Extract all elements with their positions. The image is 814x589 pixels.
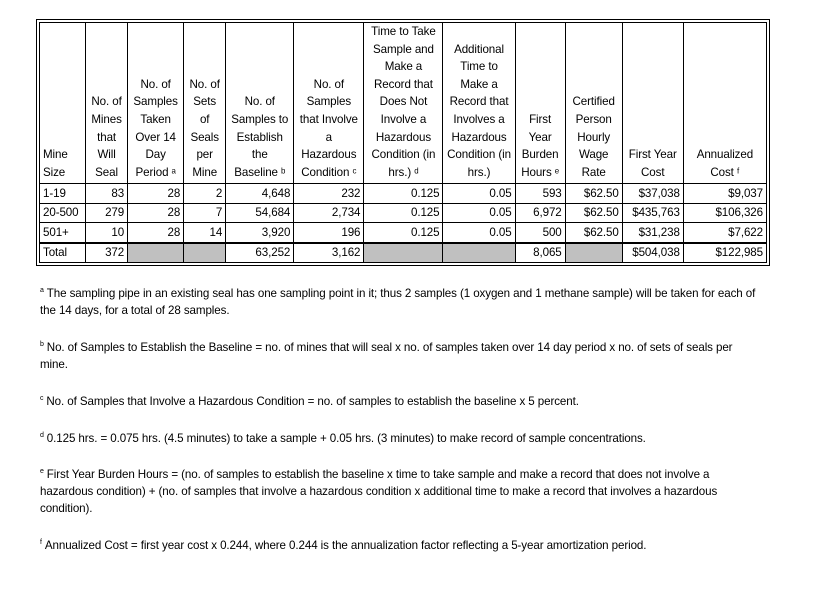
- footnote-text: Annualized Cost = first year cost x 0.244, where 0.244 is the annualization factor reflecting a 5-year amortization period.: [44, 539, 647, 553]
- table-cell: 6,972: [515, 203, 565, 222]
- table-cell: $37,038: [622, 184, 683, 203]
- footnote-c: [40, 390, 760, 410]
- col-header-mines-that-will-seal: No. of Mines that Will Seal: [86, 23, 128, 184]
- total-cell: $122,985: [683, 243, 766, 263]
- footnote-f: [40, 534, 760, 554]
- table-cell: 83: [86, 184, 128, 203]
- footnote-mark: a: [40, 287, 44, 294]
- footnote-b: [40, 336, 760, 373]
- table-cell: 54,684: [226, 203, 294, 222]
- table-row: [40, 203, 767, 222]
- total-cell: 8,065: [515, 243, 565, 263]
- total-cell-empty: [364, 243, 443, 263]
- footnote-mark: b: [40, 340, 44, 348]
- footnote-text: No. of Samples to Establish the Baseline = no. of mines that will seal x no. of samples taken over 14 day period x no. of sets of seals per mine.: [40, 340, 733, 371]
- table-cell: 28: [128, 184, 184, 203]
- footnote-text: No. of Samples that Involve a Hazardous Condition = no. of samples to establish the baseline x 5 percent.: [46, 394, 579, 408]
- footnote-text: First Year Burden Hours = (no. of samples to establish the baseline x time to take sample and make a record that does not involve a hazardous condition) + (no. of samples that involve a hazardous condition x additional time to make a record that involves a hazardous condition).: [40, 468, 718, 516]
- total-cell: 63,252: [226, 243, 294, 263]
- table-cell: 0.125: [364, 223, 443, 243]
- table-cell: $31,238: [622, 223, 683, 243]
- table-cell: $7,622: [683, 223, 766, 243]
- col-header-sets-of-seals: No. of Sets of Seals per Mine: [184, 23, 226, 184]
- col-header-mine-size: Mine Size: [40, 23, 86, 184]
- burden-cost-table: [39, 22, 767, 263]
- footnote-text: The sampling pipe in an existing seal has one sampling point in it; thus 2 samples (1 oxygen and 1 methane sample) will be taken for each of the 14 days, for a total of 28 samples.: [40, 286, 756, 317]
- footnote-mark: e: [40, 468, 44, 476]
- header-row: [40, 23, 767, 184]
- table-cell: $435,763: [622, 203, 683, 222]
- table-cell: 196: [294, 223, 364, 243]
- table-row: [40, 223, 767, 243]
- footnote-text: 0.125 hrs. = 0.075 hrs. (4.5 minutes) to take a sample + 0.05 hrs. (3 minutes) to make record of sample concentrations.: [46, 431, 646, 445]
- total-cell: 372: [86, 243, 128, 263]
- total-row: [40, 243, 767, 263]
- table-cell: 500: [515, 223, 565, 243]
- table-cell: 4,648: [226, 184, 294, 203]
- footnote-mark: d: [40, 431, 44, 439]
- table-cell: $62.50: [565, 203, 622, 222]
- col-header-hazardous-samples: No. of Samples that Involve a Hazardous Condition ᶜ: [294, 23, 364, 184]
- footnote-d: [40, 427, 760, 447]
- col-header-samples-14-day: No. of Samples Taken Over 14 Day Period ᵃ: [128, 23, 184, 184]
- table-cell: 14: [184, 223, 226, 243]
- footnote-mark: c: [40, 394, 44, 402]
- table-cell: $9,037: [683, 184, 766, 203]
- total-cell: $504,038: [622, 243, 683, 263]
- total-cell-empty: [128, 243, 184, 263]
- col-header-baseline-samples: No. of Samples to Establish the Baseline ᵇ: [226, 23, 294, 184]
- col-header-annualized-cost: Annualized Cost ᶠ: [683, 23, 766, 184]
- table-cell: $62.50: [565, 223, 622, 243]
- table-row: [40, 184, 767, 203]
- table-cell: 0.05: [443, 203, 515, 222]
- footnotes: [40, 282, 760, 571]
- table-cell: 28: [128, 223, 184, 243]
- total-cell-empty: [565, 243, 622, 263]
- table-cell: 0.05: [443, 223, 515, 243]
- table-cell: 0.125: [364, 203, 443, 222]
- table-cell: 2,734: [294, 203, 364, 222]
- table-cell: 10: [86, 223, 128, 243]
- table-cell: 3,920: [226, 223, 294, 243]
- total-cell: 3,162: [294, 243, 364, 263]
- table-cell: 28: [128, 203, 184, 222]
- footnote-e: [40, 463, 760, 517]
- table-cell: $62.50: [565, 184, 622, 203]
- cost-table-frame: [36, 19, 770, 266]
- table-cell: 1-19: [40, 184, 86, 203]
- col-header-first-year-cost: First Year Cost: [622, 23, 683, 184]
- col-header-time-to-sample: Time to Take Sample and Make a Record that Does Not Involve a Hazardous Condition (in hrs.) ᵈ: [364, 23, 443, 184]
- table-cell: 20-500: [40, 203, 86, 222]
- total-cell: Total: [40, 243, 86, 263]
- total-cell-empty: [443, 243, 515, 263]
- footnote-a: [40, 282, 760, 319]
- table-cell: 0.05: [443, 184, 515, 203]
- table-cell: 7: [184, 203, 226, 222]
- table-cell: 279: [86, 203, 128, 222]
- table-cell: 2: [184, 184, 226, 203]
- footnote-mark: f: [40, 539, 42, 547]
- col-header-additional-time: Additional Time to Make a Record that Involves a Hazardous Condition (in hrs.): [443, 23, 515, 184]
- table-cell: 593: [515, 184, 565, 203]
- col-header-wage-rate: Certified Person Hourly Wage Rate: [565, 23, 622, 184]
- table-cell: 0.125: [364, 184, 443, 203]
- col-header-burden-hours: First Year Burden Hours ᵉ: [515, 23, 565, 184]
- table-cell: $106,326: [683, 203, 766, 222]
- table-cell: 501+: [40, 223, 86, 243]
- total-cell-empty: [184, 243, 226, 263]
- table-cell: 232: [294, 184, 364, 203]
